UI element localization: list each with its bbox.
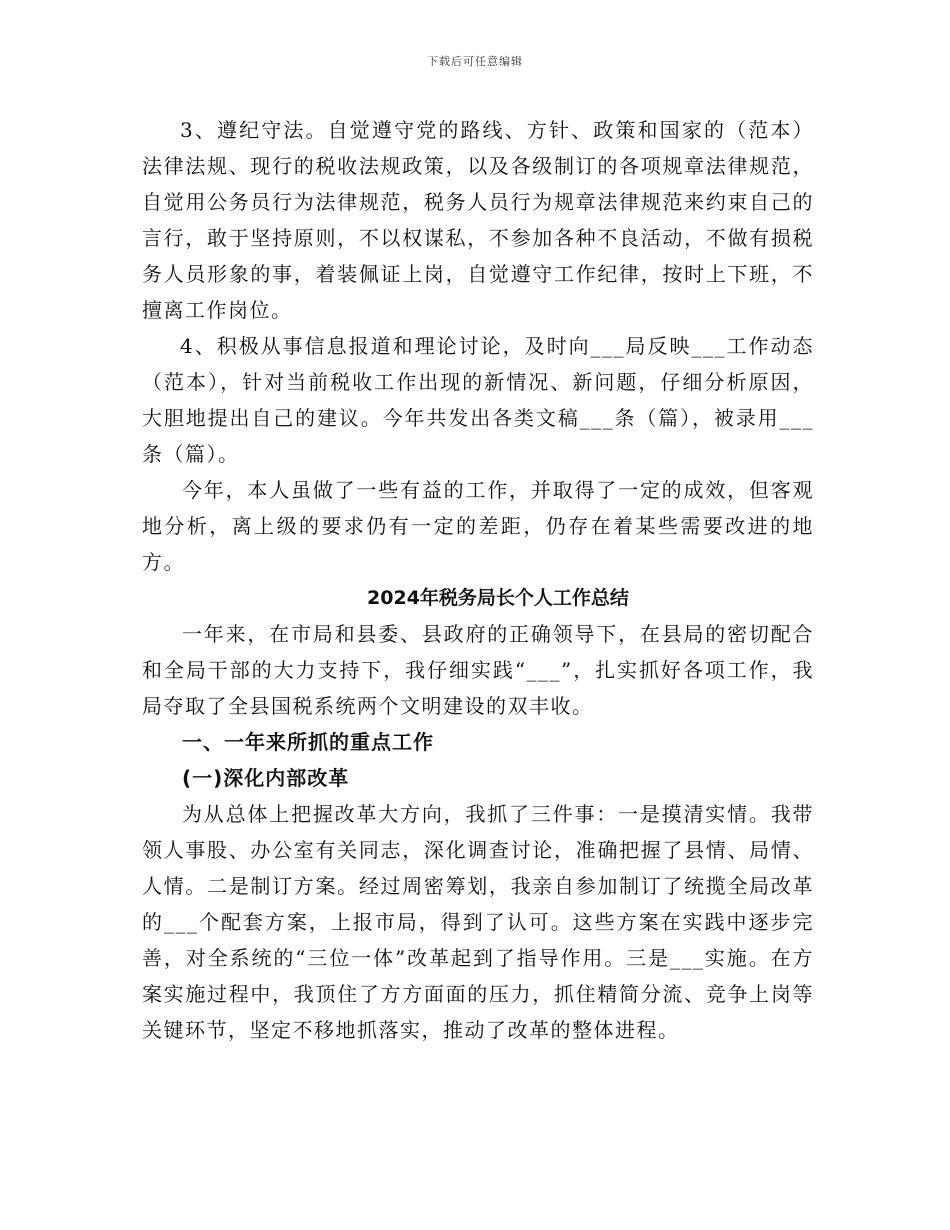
section-heading: 一、一年来所抓的重点工作 — [182, 730, 434, 754]
paragraph-conclusion: 今年，本人虽做了一些有益的工作，并取得了一定的成效，但客观地分析，离上级的要求仍有一定的差距，仍存在着某些需要改进的地方。 — [142, 478, 814, 574]
paragraph-item-4: 4、积极从事信息报道和理论讨论，及时向___局反映___工作动态（范本），针对当前税收工作出现的新情况、新问题，仔细分析原因，大胆地提出自己的建议。今年共发出各类文稿___条（篇），被录用___条（篇）。 — [142, 334, 814, 466]
subsection-heading: (一)深化内部改革 — [182, 766, 350, 790]
paragraph-item-3: 3、遵纪守法。自觉遵守党的路线、方针、政策和国家的（范本）法律法规、现行的税收法规政策，以及各级制订的各项规章法律规范，自觉用公务员行为法律规范，税务人员行为规章法律规范来约束自己的言行，敢于坚持原则，不以权谋私，不参加各种不良活动，不做有损税务人员形象的事，着装佩证上岗，自觉遵守工作纪律，按时上下班，不擅离工作岗位。 — [142, 118, 814, 322]
document-title: 2024年税务局长个人工作总结 — [367, 587, 629, 609]
paragraph-intro: 一年来，在市局和县委、县政府的正确领导下，在县局的密切配合和全局干部的大力支持下，我仔细实践“___”，扎实抓好各项工作，我局夺取了全县国税系统两个文明建设的双丰收。 — [142, 622, 814, 718]
document-body — [142, 112, 814, 1048]
paragraph-reform: 为从总体上把握改革大方向，我抓了三件事：一是摸清实情。我带领人事股、办公室有关同志，深化调查讨论，准确把握了县情、局情、人情。二是制订方案。经过周密筹划，我亲自参加制订了统揽全局改革的___个配套方案，上报市局，得到了认可。这些方案在实践中逐步完善，对全系统的“三位一体”改革起到了指导作用。三是___实施。在方案实施过程中，我顶住了方方面面的压力，抓住精简分流、竞争上岗等关键环节，坚定不移地抓落实，推动了改革的整体进程。 — [142, 802, 814, 1042]
header-note: 下载后可任意编辑 — [427, 55, 523, 68]
